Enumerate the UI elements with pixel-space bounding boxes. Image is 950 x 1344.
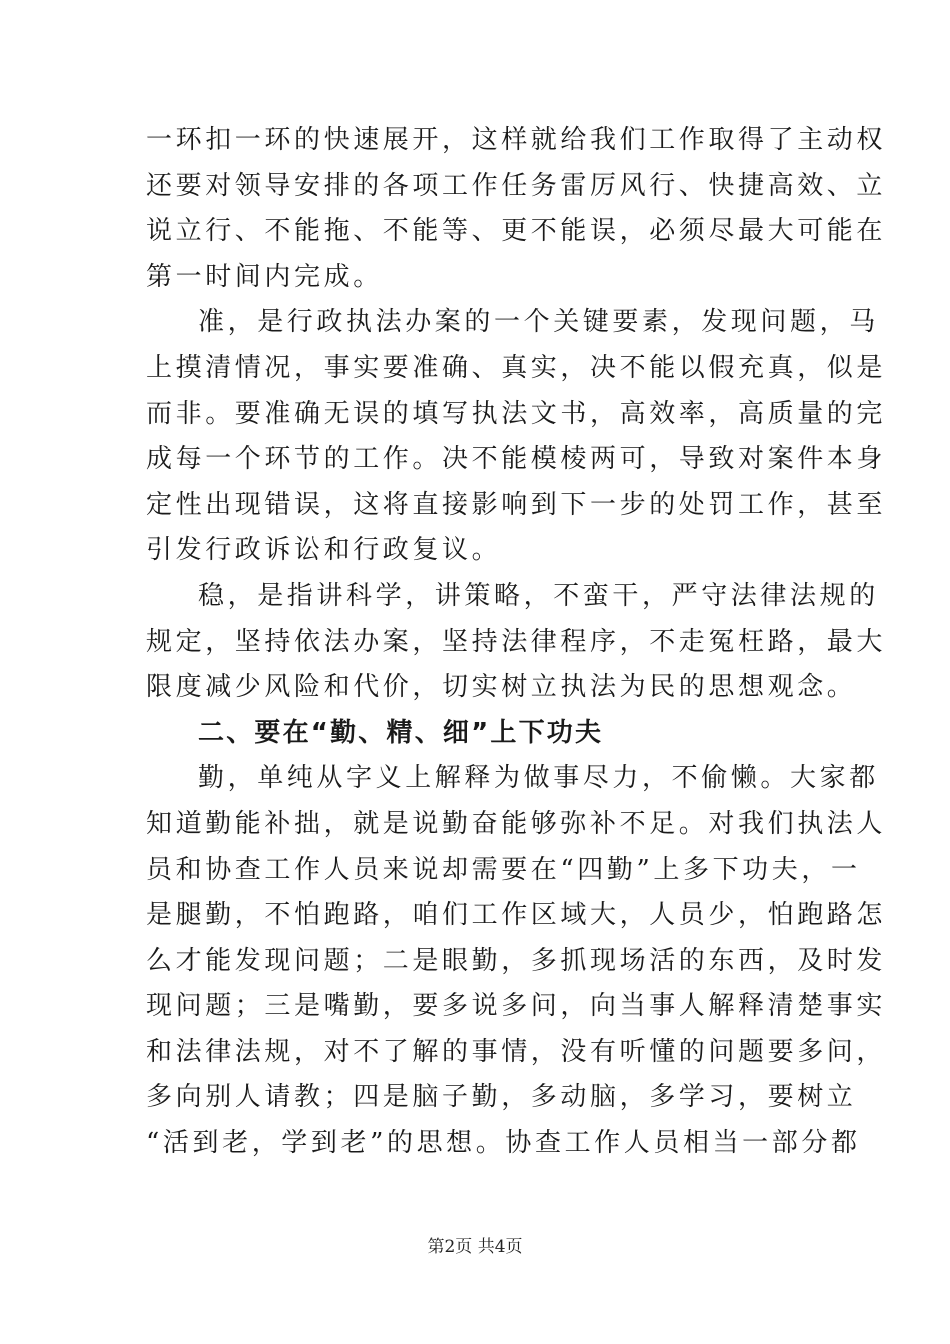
text-line-20: 现问题；三是嘴勤，要多说多问，向当事人解释清楚事实: [146, 991, 887, 1022]
text-line-16: 知道勤能补拙，就是说勤奋能够弥补不足。对我们执法人: [146, 808, 887, 839]
text-line-22: 多向别人请教；四是脑子勤，多动脑，多学习，要树立: [146, 1082, 857, 1113]
text-line-19: 么才能发现问题；二是眼勤，多抓现场活的东西，及时发: [146, 945, 887, 976]
text-line-7: 而非。要准确无误的填写执法文书，高效率，高质量的完: [146, 398, 887, 429]
text-line-8: 成每一个环节的工作。决不能模棱两可，导致对案件本身: [146, 444, 887, 475]
text-line-2: 还要对领导安排的各项工作任务雷厉风行、快捷高效、立: [146, 170, 887, 201]
text-line-4: 第一时间内完成。: [146, 261, 383, 292]
text-line-21: 和法律法规，对不了解的事情，没有听懂的问题要多问，: [146, 1036, 887, 1067]
text-line-17: 员和协查工作人员来说却需要在“四勤”上多下功夫，一: [146, 854, 861, 885]
paragraph-start-wen: 稳，是指讲科学，讲策略，不蛮干，严守法律法规的: [198, 580, 879, 611]
text-line-13: 限度减少风险和代价，切实树立执法为民的思想观念。: [146, 672, 857, 703]
paragraph-start-zhun: 准，是行政执法办案的一个关键要素，发现问题，马: [198, 307, 879, 338]
text-line-6: 上摸清情况，事实要准确、真实，决不能以假充真，似是: [146, 352, 887, 383]
text-line-1: 一环扣一环的快速展开，这样就给我们工作取得了主动权: [146, 125, 887, 155]
document-body: [146, 118, 887, 1167]
text-line-9: 定性出现错误，这将直接影响到下一步的处罚工作，甚至: [146, 489, 887, 520]
text-line-18: 是腿勤，不怕跑路，咱们工作区域大，人员少，怕跑路怎: [146, 900, 887, 931]
page-number-footer: 第2页 共4页: [427, 1237, 523, 1257]
text-line-3: 说立行、不能拖、不能等、更不能误，必须尽最大可能在: [146, 216, 887, 247]
text-line-12: 规定，坚持依法办案，坚持法律程序，不走冤枉路，最大: [146, 626, 887, 657]
paragraph-start-qin: 勤，单纯从字义上解释为做事尽力，不偷懒。大家都: [198, 763, 879, 794]
text-line-10: 引发行政诉讼和行政复议。: [146, 535, 502, 566]
text-line-23: “活到老，学到老”的思想。协查工作人员相当一部分都: [146, 1128, 861, 1159]
section-heading: 二、要在“勤、精、细”上下功夫: [198, 717, 604, 748]
